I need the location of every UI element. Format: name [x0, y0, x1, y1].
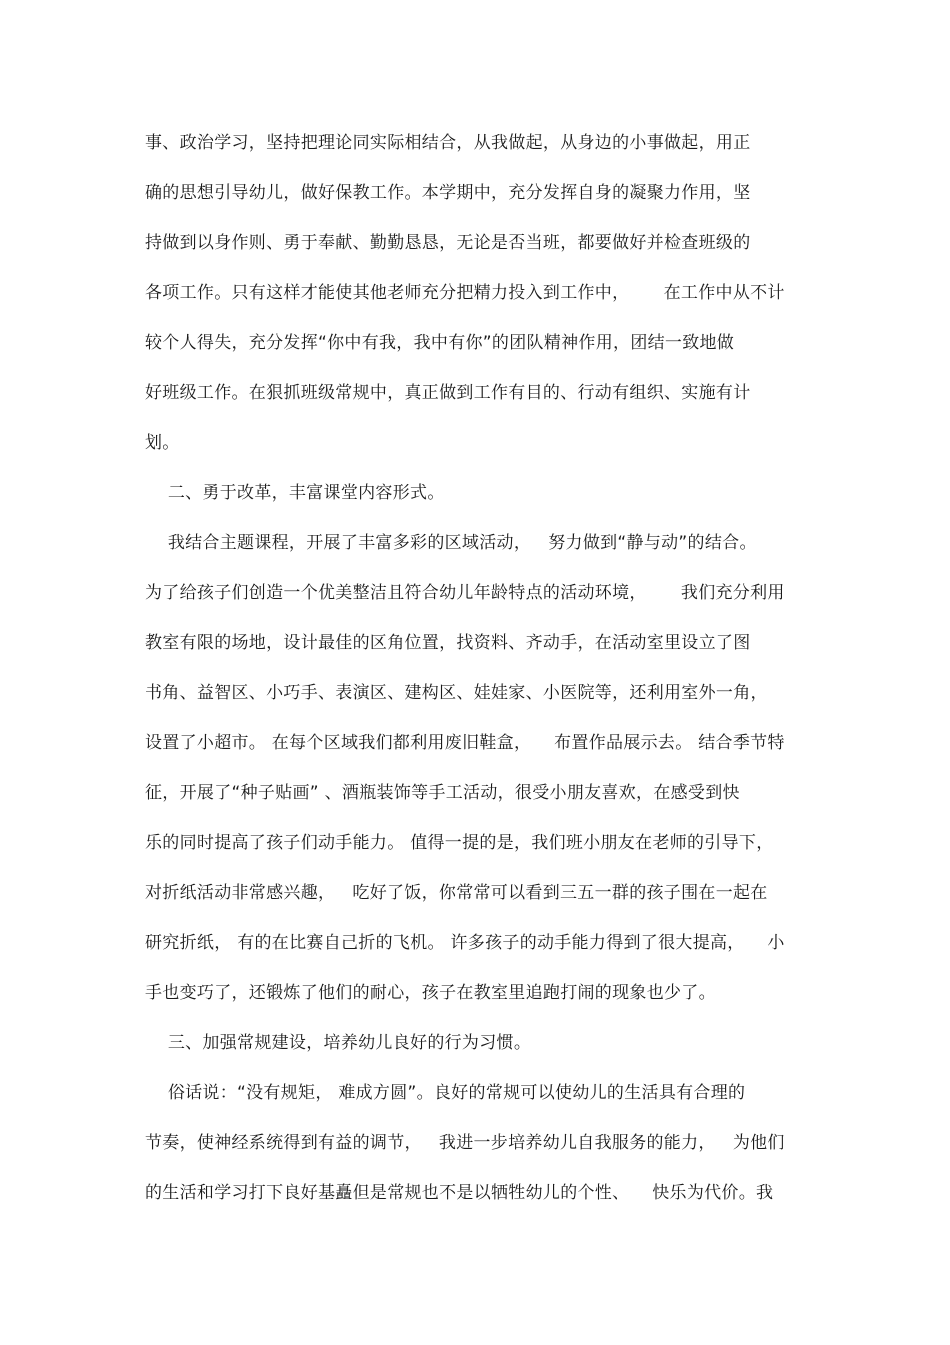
- text-line: 手也变巧了，还锻炼了他们的耐心，孩子在教室里追跑打闹的现象也少了。: [145, 983, 716, 1003]
- text-line: 教室有限的场地，设计最佳的区角位置，找资料、齐动手，在活动室里设立了图: [145, 633, 751, 653]
- text-line: 划。: [145, 433, 180, 453]
- text-line: 事、政治学习，坚持把理论同实际相结合，从我做起，从身边的小事做起，用正: [145, 133, 751, 153]
- text-line: 确的思想引导幼儿，做好保教工作。本学期中，充分发挥自身的凝聚力作用，坚: [145, 183, 751, 203]
- text-line: 征，开展了“种子贴画” 、酒瓶装饰等手工活动，很受小朋友喜欢，在感受到快: [145, 783, 740, 803]
- text-line: 俗话说：“没有规矩， 难成方圆”。良好的常规可以使幼儿的生活具有合理的: [145, 1083, 746, 1103]
- text-line: 书角、益智区、小巧手、表演区、建构区、娃娃家、小医院等，还利用室外一角，: [145, 683, 768, 703]
- text-line: 我结合主题课程，开展了丰富多彩的区域活动， 努力做到“静与动”的结合。: [145, 533, 757, 553]
- text-line: 为了给孩子们创造一个优美整洁且符合幼儿年龄特点的活动环境， 我们充分利用: [145, 583, 785, 603]
- text-line: 研究折纸， 有的在比赛自己折的飞机。 许多孩子的动手能力得到了很大提高， 小: [145, 933, 785, 953]
- text-line: 各项工作。只有这样才能使其他老师充分把精力投入到工作中， 在工作中从不计: [145, 283, 785, 303]
- text-line: 设置了小超市。 在每个区域我们都利用废旧鞋盒， 布置作品展示去。 结合季节特: [145, 733, 785, 753]
- text-line: 对折纸活动非常感兴趣， 吃好了饭，你常常可以看到三五一群的孩子围在一起在: [145, 883, 768, 903]
- section-heading: 三、加强常规建设，培养幼儿良好的行为习惯。: [145, 1033, 532, 1053]
- text-line: 的生活和学习打下良好基矗但是常规也不是以牺牲幼儿的个性、 快乐为代价。我: [145, 1183, 774, 1203]
- text-line: 持做到以身作则、勇于奉献、勤勤恳恳，无论是否当班，都要做好并检查班级的: [145, 233, 751, 253]
- text-line: 乐的同时提高了孩子们动手能力。 值得一提的是，我们班小朋友在老师的引导下，: [145, 833, 774, 853]
- text-line: 较个人得失，充分发挥“你中有我，我中有你”的团队精神作用，团结一致地做: [145, 333, 735, 353]
- text-line: 节奏，使神经系统得到有益的调节， 我进一步培养幼儿自我服务的能力， 为他们: [145, 1133, 785, 1153]
- section-heading: 二、勇于改革，丰富课堂内容形式。: [145, 483, 445, 503]
- text-line: 好班级工作。在狠抓班级常规中，真正做到工作有目的、行动有组织、实施有计: [145, 383, 751, 403]
